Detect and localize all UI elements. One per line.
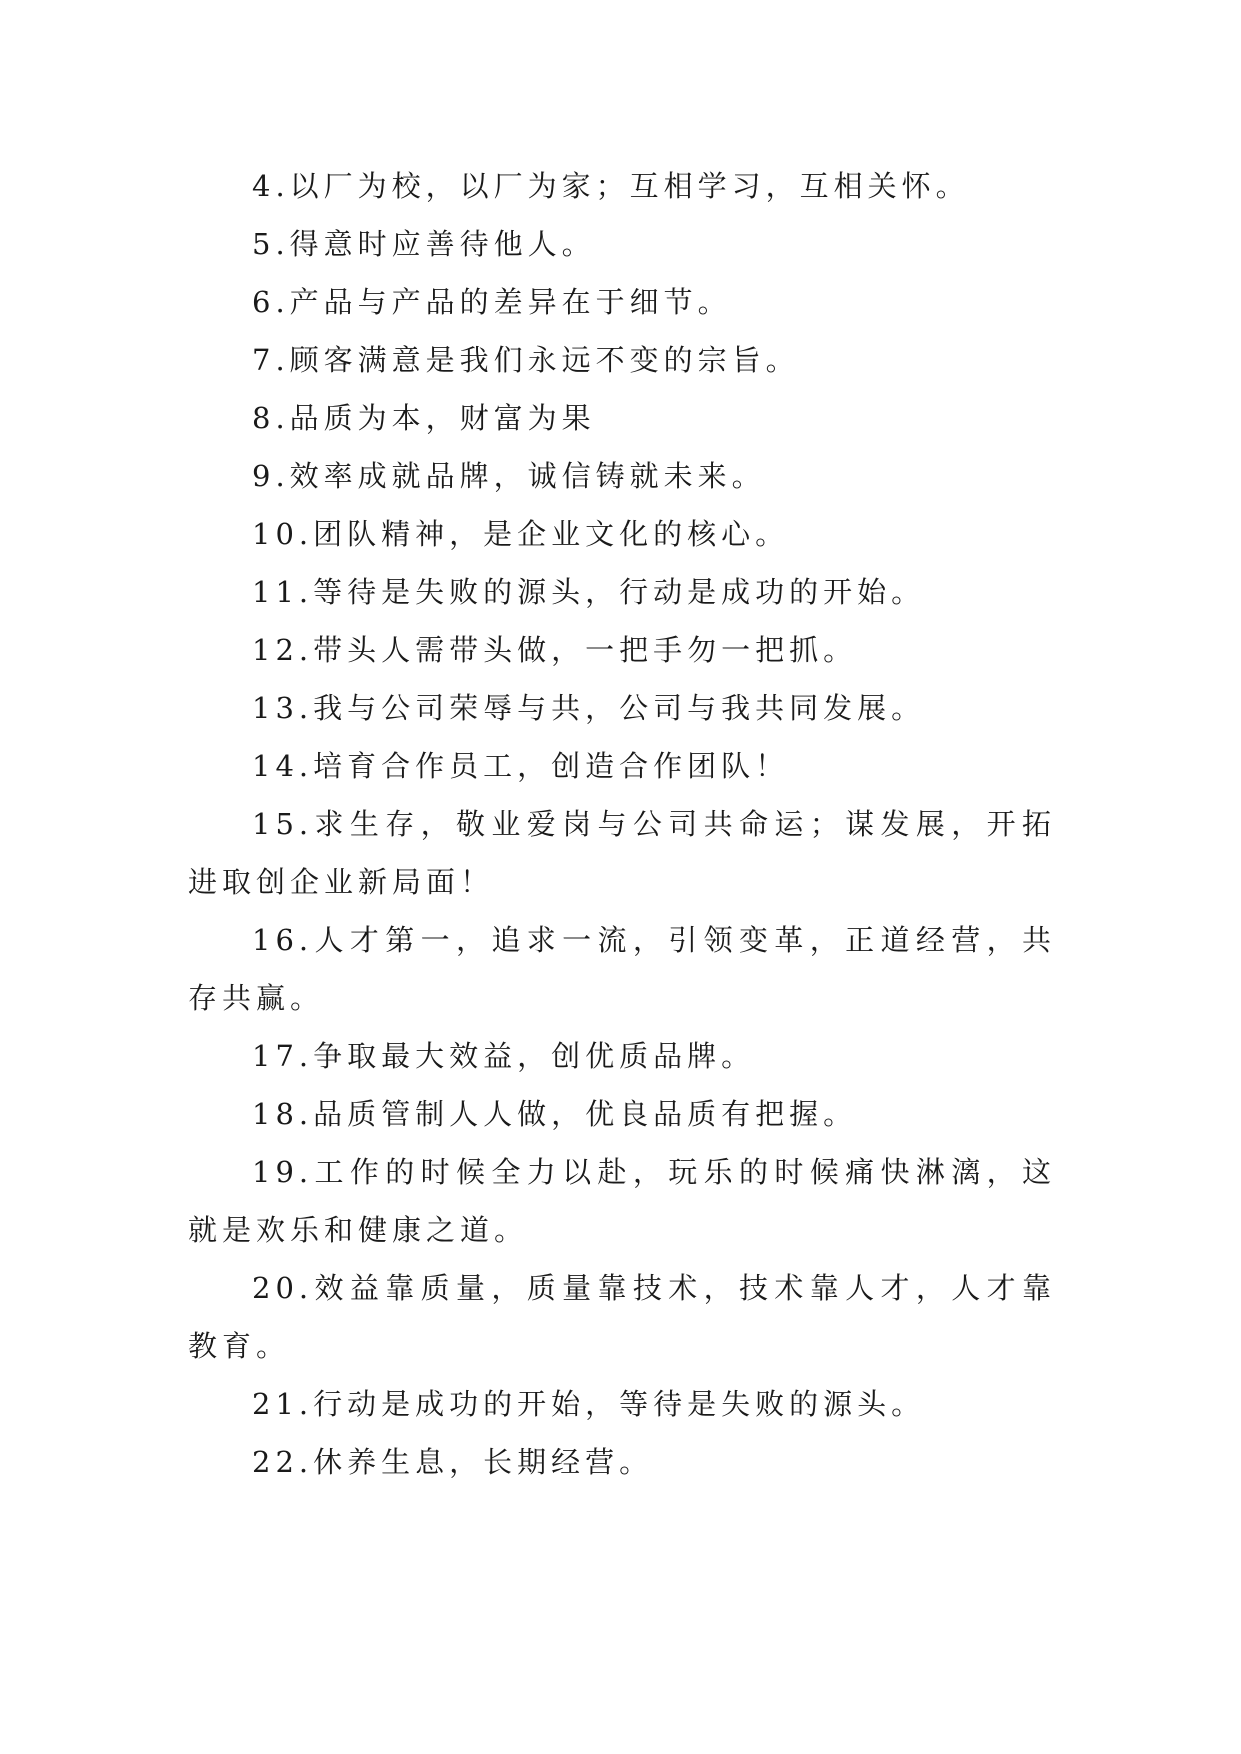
- paragraph: 22.休养生息，长期经营。: [252, 1445, 654, 1479]
- paragraph: 12.带头人需带头做，一把手勿一把抓。: [252, 633, 858, 667]
- document-body: [188, 157, 1056, 1491]
- paragraph: 5.得意时应善待他人。: [252, 227, 596, 261]
- paragraph: 13.我与公司荣辱与共，公司与我共同发展。: [252, 691, 926, 725]
- paragraph: 10.团队精神，是企业文化的核心。: [252, 517, 790, 551]
- paragraph: 20.效益靠质量，质量靠技术，技术靠人才，人才靠教育。: [188, 1271, 1056, 1363]
- paragraph: 15.求生存，敬业爱岗与公司共命运；谋发展，开拓进取创企业新局面！: [188, 807, 1056, 899]
- paragraph: 17.争取最大效益，创优质品牌。: [252, 1039, 756, 1073]
- paragraph: 9.效率成就品牌，诚信铸就未来。: [252, 459, 766, 493]
- paragraph: 16.人才第一，追求一流，引领变革，正道经营，共存共赢。: [188, 923, 1056, 1015]
- paragraph: 7.顾客满意是我们永远不变的宗旨。: [252, 343, 800, 377]
- paragraph: 14.培育合作员工，创造合作团队！: [252, 749, 790, 783]
- paragraph: 11.等待是失败的源头，行动是成功的开始。: [252, 575, 926, 609]
- paragraph: 6.产品与产品的差异在于细节。: [252, 285, 732, 319]
- paragraph: 18.品质管制人人做，优良品质有把握。: [252, 1097, 858, 1131]
- paragraph: 19.工作的时候全力以赴，玩乐的时候痛快淋漓，这就是欢乐和健康之道。: [188, 1155, 1056, 1247]
- paragraph: 21.行动是成功的开始，等待是失败的源头。: [252, 1387, 926, 1421]
- paragraph: 4.以厂为校，以厂为家；互相学习，互相关怀。: [252, 169, 970, 203]
- paragraph: 8.品质为本，财富为果: [252, 401, 596, 435]
